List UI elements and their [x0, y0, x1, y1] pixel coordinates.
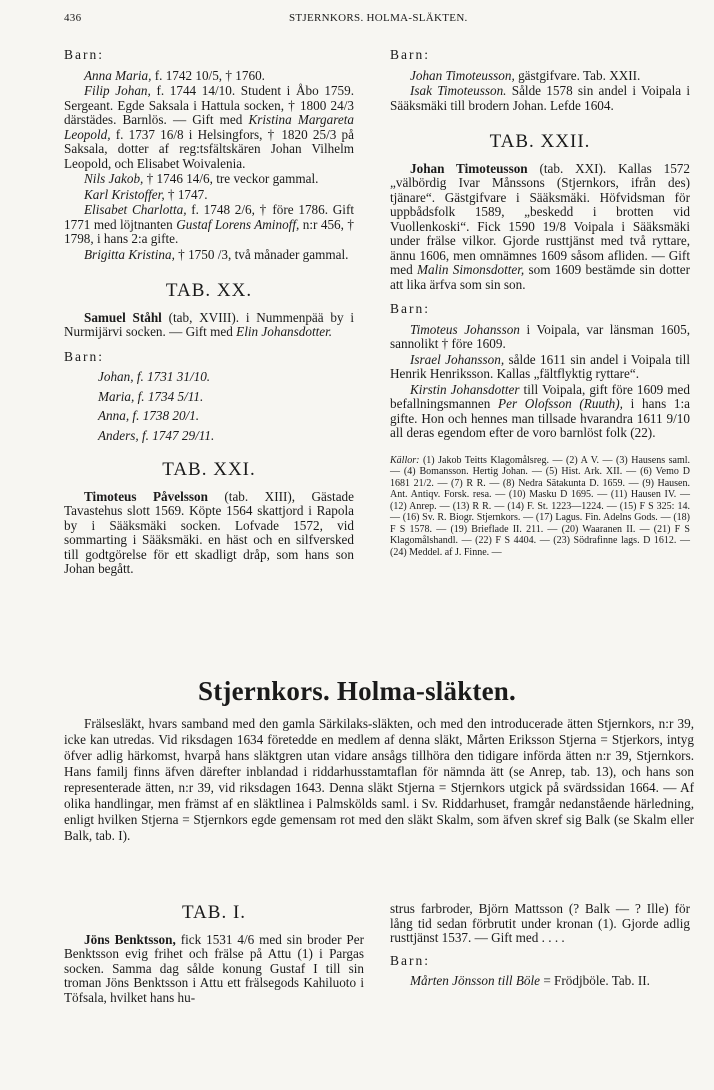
spouse-name: Gustaf Lorens Aminoff, [176, 216, 300, 232]
table-heading-xxi: TAB. XXI. [162, 459, 256, 480]
child-entry [390, 383, 690, 441]
child-text: f. 1744 14/10. Student i Åbo 1759. Sergeant. Egde Saksala i Hattula socken, † 1800 24/3 därstädes. Barnlös. — Gift med [64, 83, 354, 127]
entry-text: (tab. XXI). Kallas 1572 „välbördig Ivar Månssons (Stjernkors, ifrån des) tjänare“. Gästgifvare i Sääksmäki. Höfvidsman för uppbådsfolk 1589, „beskedd i brotten vid Vuollenkoski“. Fick 1590 19/8 Voipala i Sääksmäki under frälse vilkor. Gjorde rusttjänst med två ryttare, ännu 1606, men omnämnes 1609 såsom afliden. — Gift med [390, 160, 690, 277]
left-column [64, 40, 354, 577]
spouse-name: Malin Simonsdotter, [417, 262, 525, 277]
child-line: Anders, f. 1747 29/11. [98, 427, 215, 443]
child-text: † 1746 14/6, tre veckor gammal. [143, 171, 319, 186]
child-name: Karl Kristoffer, [84, 186, 165, 202]
table-heading-xxii: TAB. XXII. [489, 131, 591, 152]
right-column [390, 40, 690, 558]
child-name: Anna Maria, [84, 67, 152, 83]
child-text: i hans 1:a gifte. Hon och hennes man tillsade hvarandra 1611 9/10 all deras egendom efter de voro barnlöst folk (22). [390, 396, 691, 440]
child-name: Kirstin Johansdotter [410, 381, 520, 397]
barn-label: Barn: [64, 47, 104, 62]
child-name: Nils Jakob, [84, 171, 144, 186]
barn-label: Barn: [390, 47, 430, 62]
child-entry [390, 974, 690, 989]
spouse-name: Per Olofsson (Ruuth), [498, 396, 623, 411]
section-intro [64, 716, 694, 844]
tab-entry [64, 490, 354, 577]
child-entry [64, 84, 354, 171]
child-name: Isak Timoteusson. [410, 83, 507, 98]
child-name: Brigitta Kristina, [84, 246, 175, 262]
barn-label: Barn: [64, 348, 104, 364]
child-text: n:r 456, † 1798, i hans 2:a gifte. [64, 216, 355, 246]
page-number: 436 [64, 12, 82, 24]
tab-entry [64, 933, 364, 1006]
tab-entry [64, 311, 354, 340]
child-text: gästgifvare. Tab. XXII. [514, 67, 641, 83]
child-text: f. 1742 10/5, † 1760. [151, 67, 265, 83]
entry-text: (tab, XVIII). i Nummenpää by i Nurmijärvi socken. — Gift med [64, 309, 354, 339]
child-line: Maria, f. 1734 5/11. [98, 388, 204, 404]
sources-label: Källor: [390, 454, 420, 466]
tab-entry [390, 162, 690, 293]
person-name: Samuel Ståhl [84, 309, 162, 325]
child-name: Elisabet Charlotta, [84, 202, 187, 217]
child-entry [390, 84, 690, 113]
entry-text: fick 1531 4/6 med sin broder Per Benktsson evig frihet och frälse på Attu (1) i Pargas socken. Samma dag sålde konung Gustaf I till sin troman Jöns Benktsson i Attu ett frälsegods Kahiluoto i Töfsala, hvilket hans hu- [64, 931, 364, 1005]
child-entry [64, 69, 354, 84]
child-name: Johan Timoteusson, [410, 67, 515, 83]
person-name: Timoteus Påvelsson [84, 488, 208, 504]
sources-footnote [390, 455, 690, 559]
child-entry [390, 323, 690, 352]
barn-label: Barn: [390, 301, 430, 316]
child-text: f. 1737 16/8 i Helsingfors, † 1820 25/3 på Saksala, dotter af reg:tsfältskären Johan Vilhelm Leopold, och Elisabet Woivalenia. [64, 126, 354, 171]
child-entry [64, 248, 354, 263]
child-line: Anna, f. 1738 20/1. [98, 408, 200, 423]
bottom-right-column [390, 902, 690, 990]
continued-text: strus farbroder, Björn Mattsson (? Balk — ? Ille) för lång tid sedan förbrutit under kronan (1). Gjorde adlig rusttjänst 1537. — Gift med . . . . [390, 901, 690, 945]
person-name: Johan Timoteusson [410, 160, 528, 176]
spouse-name: Elin Johansdotter. [236, 324, 333, 339]
table-heading-i: TAB. I. [181, 902, 247, 923]
child-text: Sålde 1578 sin andel i Voipala i Sääksmäki till brodern Johan. Lefde 1604. [390, 83, 691, 113]
child-text: † 1747. [164, 186, 208, 202]
child-name: Israel Johansson, [410, 351, 505, 367]
running-title: STJERNKORS. HOLMA-SLÄKTEN. [289, 12, 468, 24]
child-text: = Frödjböle. Tab. II. [540, 973, 650, 988]
spouse-name: Kristina Margareta Leopold, [64, 112, 354, 142]
entry-text: som 1609 bestämde sin dotter att lika ärfva som sin son. [390, 262, 690, 292]
child-text: sålde 1611 sin andel i Voipala till Henrik Henriksson. Kallas „fältflyktig ryttare“. [390, 351, 690, 381]
child-entry [64, 188, 354, 203]
person-name: Jöns Benktsson, [84, 931, 176, 947]
running-head [64, 12, 700, 30]
child-entry [64, 172, 354, 187]
barn-label: Barn: [390, 952, 430, 968]
sources-text: (1) Jakob Teitts Klagomålsreg. — (2) A V. — (3) Hausens saml. — (4) Bomansson. Hertig Johan. — (5) Hist. Ark. XII. — (6) Vemo D 1681 21/2. — (7) R R. — (8) Nedra Sätakunta D. 1659. — (9) Hausen. Ant. Antiqv. Forsk. resa. — (10) Masku D 1695. — (11) Hausen IV. — (12) Anrep. — (13) R R. — (14) F. St. 1223—1224. — (15) F S 325: 14. — (16) Sv. R. Biogr. Stjernkors. — (17) Lagus. Fin. Adelns Gods. — (18) F S 1578. — (19) Brieflade II. 211. — (20) Waaranen II. — (21) F S Klagomålshandl. — (22) F S 4404. — (23) Södrafinne lags. D 1612. — (24) Meddel. af J. Finne. — [390, 454, 690, 558]
child-line: Johan, f. 1731 31/10. [98, 369, 211, 384]
section-title: Stjernkors. Holma-släkten. [198, 676, 516, 706]
child-entry [64, 203, 354, 247]
child-text: f. 1748 2/6, † före 1786. Gift 1771 med löjtnanten [64, 202, 355, 232]
child-name: Timoteus Johansson [410, 321, 520, 337]
table-heading-xx: TAB. XX. [165, 280, 253, 301]
child-name: Filip Johan, [84, 83, 151, 98]
intro-paragraph: Frälsesläkt, hvars samband med den gamla Särkilaks-släkten, och med den introducerade ätten Stjernkors, n:r 39, icke kan utredas. Vid riksdagen 1634 företedde en medlem af denna släkt, Mårten Eriksson Stjerna = Stjerkors, intyg öfver adlig härkomst, hvarpå hans släktgren utan vidare ansågs tillhöra den tidigare införda ätten n:r 39, Stjernkors. Hans familj finns äfven därefter inblandad i riddarhusstamtaflan för nämnda ätt (se Anrep, tab. 13), och hans son representerade ätten, n:r 39, vid riksdagen 1643. Denna släkt Stjerna = Stjernkors utgick på svärdssidan 1664. — Af olika handlingar, men främst af en släktlinea i Palmskölds saml. i Sv. Riddarhuset, framgår nedanstående härledning, enligt hvilken Stjerna = Stjernkors egde gemensam rot med den släkt Skalm, som äfven skref sig Balk (se Skalm eller Balk, tab. I). [64, 716, 694, 843]
child-name: Mårten Jönsson till Böle [410, 973, 541, 988]
entry-text: (tab. XIII), Gästade Tavastehus slott 1569. Köpte 1564 skattjord i Rapola by i Sääksmäki socken. Lofvade 1572, vid sommarting i Sääksmäki. en häst och en silfversked till godtgörelse för ett skadligt dråp, som hans son Johan begått. [64, 488, 354, 576]
child-entry [390, 69, 690, 84]
child-text: † 1750 /3, två månader gammal. [174, 246, 349, 262]
child-entry [390, 353, 690, 382]
child-text: till Voipala, gift före 1609 med befallningsmannen [390, 381, 690, 411]
child-text: i Voipala, var länsman 1605, sannolikt † före 1609. [390, 321, 690, 351]
bottom-left-column [64, 902, 364, 1005]
